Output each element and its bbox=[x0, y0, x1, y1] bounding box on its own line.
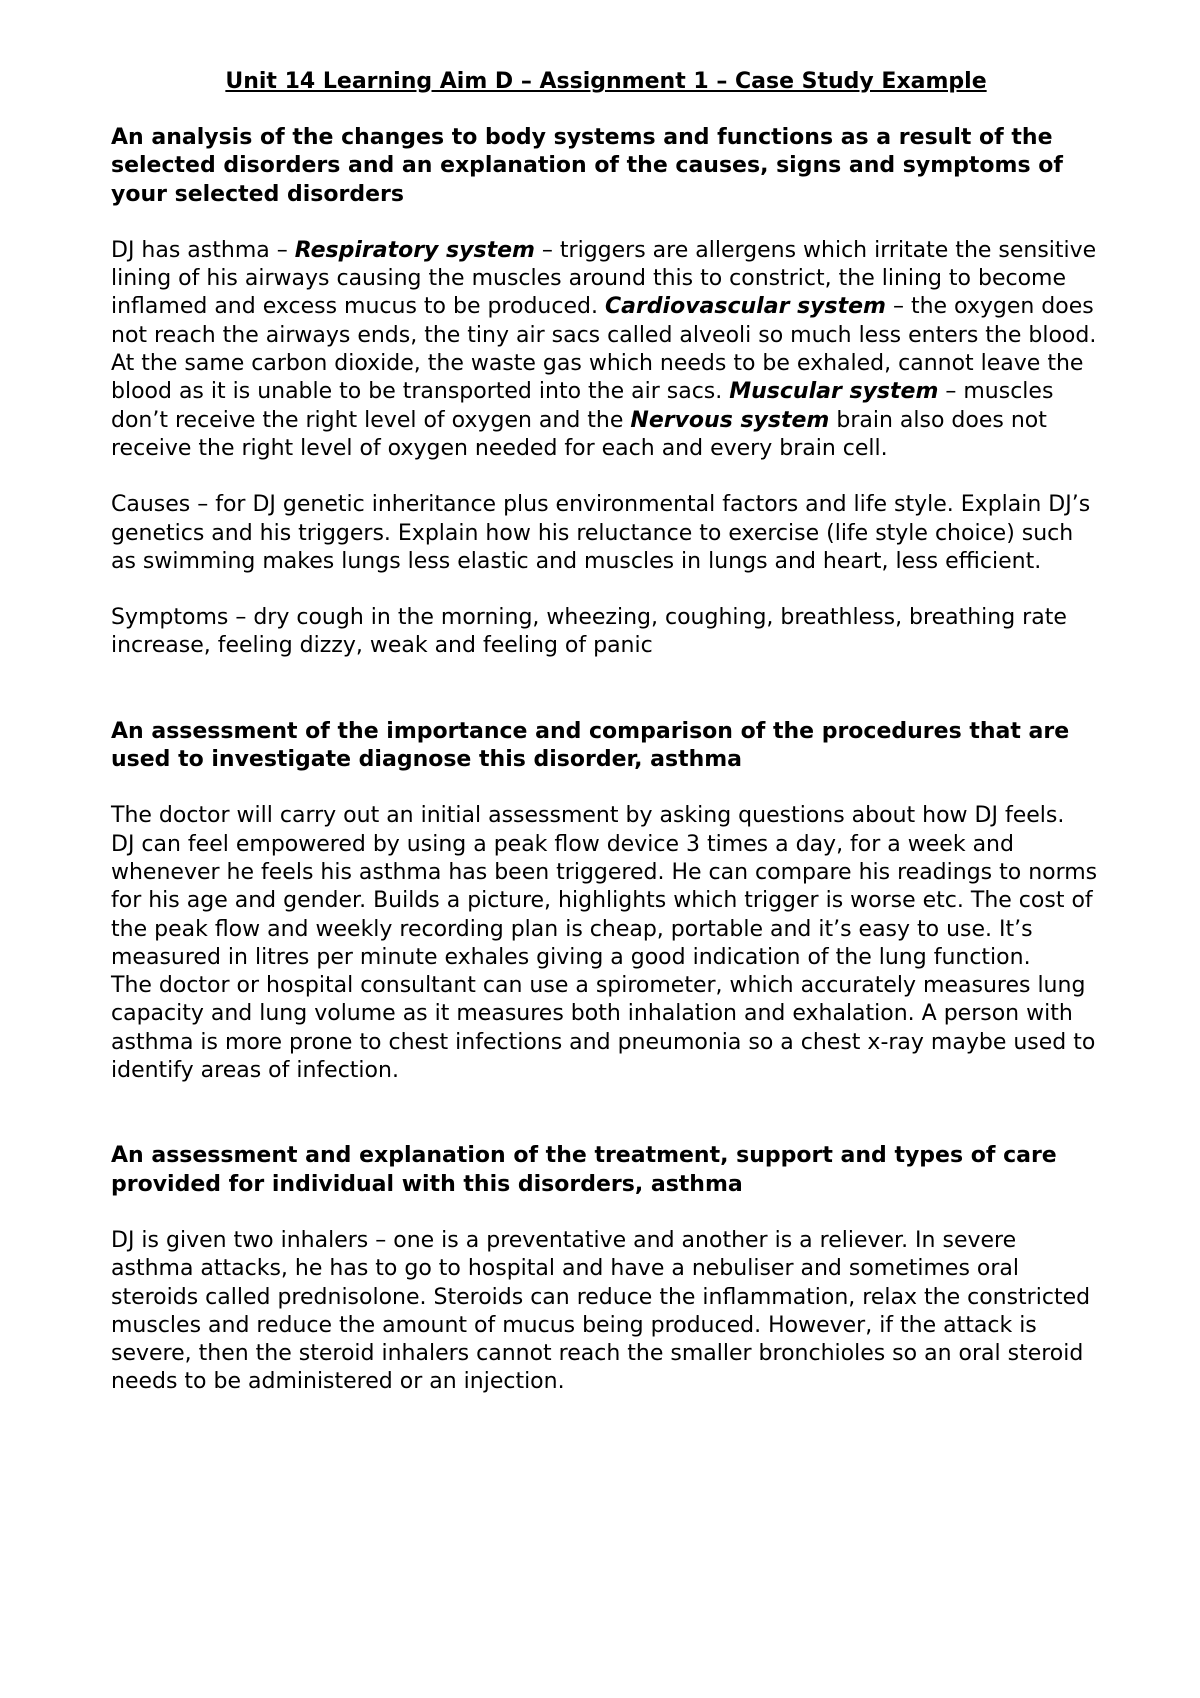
section-heading-analysis: An analysis of the changes to body systems and functions as a result of the selected disorders and an explanation of the causes, signs and symptoms of your selected disorders bbox=[111, 125, 1063, 207]
section-heading-procedures: An assessment of the importance and comparison of the procedures that are used to investigate diagnose this disorder, asthma bbox=[111, 718, 1070, 773]
term-muscular-system: Muscular system bbox=[729, 379, 939, 405]
spacer bbox=[111, 1085, 1101, 1142]
text-run: – the oxygen does not reach the airways ends, the tiny air sacs called alveoli so much less enters the blood. At the same carbon dioxide, the waste gas which needs to be exhaled, cannot leave the blood as it is unable to be transported into the air sacs. bbox=[111, 294, 1097, 405]
paragraph-causes: Causes – for DJ genetic inheritance plus environmental factors and life style. Explain DJ’s genetics and his triggers. Explain how his reluctance to exercise (life style choice) such as swimming makes lungs less elastic and muscles in lungs and heart, less efficient. bbox=[111, 492, 1091, 574]
term-nervous-system: Nervous system bbox=[630, 407, 830, 433]
paragraph-symptoms: Symptoms – dry cough in the morning, wheezing, coughing, breathless, breathing rate increase, feeling dizzy, weak and feeling of panic bbox=[111, 605, 1067, 659]
paragraph-inhalers: DJ is given two inhalers – one is a preventative and another is a reliever. In severe asthma attacks, he has to go to hospital and have a nebuliser and sometimes oral steroids called prednisolone. Steroids can reduce the inflammation, relax the constricted muscles and reduce the amount of mucus being produced. However, if the attack is severe, then the steroid inhalers cannot reach the smaller bronchioles so an oral steroid needs to be administered or an injection. bbox=[111, 1227, 1091, 1395]
section-heading-treatment: An assessment and explanation of the treatment, support and types of care provided for individual with this disorders, asthma bbox=[111, 1143, 1057, 1197]
document-page bbox=[111, 68, 1101, 1397]
paragraph-peak-flow: DJ can feel empowered by using a peak flow device 3 times a day, for a week and whenever he feels his asthma has been triggered. He can compare his readings to norms for his age and gender. Builds a picture, highlights which trigger is worse etc. The cost of the peak flow and weekly recording plan is cheap, portable and it’s easy to use. It’s measured in litres per minute exhales giving a good indication of the lung function. bbox=[111, 831, 1098, 970]
paragraph-initial-assessment: The doctor will carry out an initial assessment by asking questions about how DJ feels. bbox=[111, 803, 1065, 829]
paragraph-spirometer: The doctor or hospital consultant can use a spirometer, which accurately measures lung capacity and lung volume as it measures both inhalation and exhalation. A person with asthma is more prone to chest infections and pneumonia so a chest x-ray maybe used to identify areas of infection. bbox=[111, 973, 1096, 1084]
spacer bbox=[111, 576, 1101, 604]
text-run: DJ has asthma – bbox=[111, 237, 295, 263]
spacer bbox=[111, 463, 1101, 491]
spacer bbox=[111, 661, 1101, 718]
term-cardiovascular-system: Cardiovascular system bbox=[604, 294, 886, 320]
text-run: – triggers are allergens which irritate the sensitive lining of his airways causing the muscles around this to constrict, the lining to become inflamed and excess mucus to be produced. bbox=[111, 237, 1097, 320]
text-run: – muscles don’t receive the right level of oxygen and the bbox=[111, 379, 1054, 433]
document-title: Unit 14 Learning Aim D – Assignment 1 – Case Study Example bbox=[225, 69, 987, 94]
text-run: brain also does not receive the right level of oxygen needed for each and every brain cell. bbox=[111, 407, 1047, 461]
term-respiratory-system: Respiratory system bbox=[294, 237, 535, 263]
paragraph-body-systems bbox=[111, 237, 1101, 463]
